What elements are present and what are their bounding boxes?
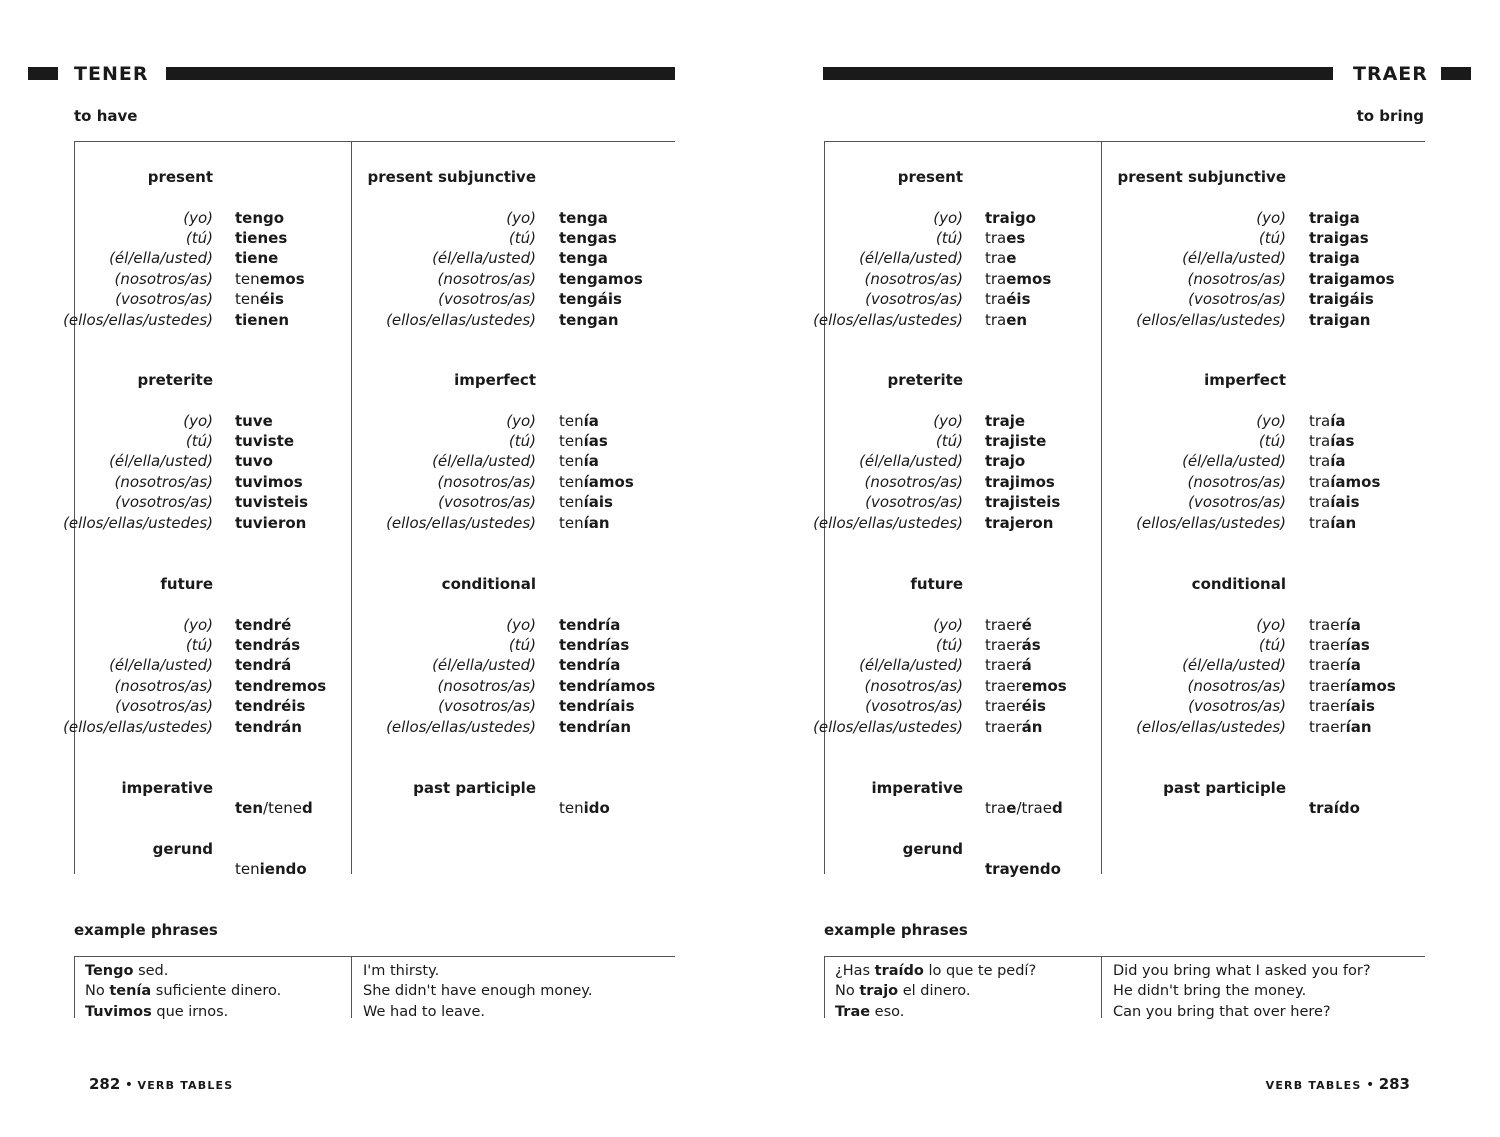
verb-form: traído [1309, 799, 1360, 817]
pronoun-label: (vosotros/as) [438, 697, 536, 716]
verb-form: tuvo [235, 452, 273, 471]
pronoun-label: (nosotros/as) [1187, 676, 1286, 695]
verb-form: traiga [1309, 249, 1360, 268]
pronoun-label: (yo) [933, 411, 963, 430]
pronoun-label: (nosotros/as) [864, 676, 963, 695]
examples-top-rule [74, 956, 675, 957]
verb-form: tengo [235, 208, 285, 227]
examples-top-rule [824, 956, 1425, 957]
example-english: I'm thirsty. [363, 963, 440, 979]
pronoun-label: (vosotros/as) [438, 493, 536, 512]
page-footer [89, 1074, 233, 1096]
verb-form: traéis [985, 290, 1031, 309]
header-bar-left-stub [28, 67, 58, 80]
verb-form: traigas [1309, 228, 1369, 247]
verb-form: traje [985, 411, 1026, 430]
verb-form: traigo [985, 208, 1036, 227]
example-phrases-title: example phrases [74, 921, 218, 939]
verb-form: tengamos [559, 269, 643, 288]
footer-separator: • [1361, 1077, 1379, 1093]
pronoun-label: (ellos/ellas/ustedes) [63, 310, 213, 329]
tense-title: conditional [441, 575, 536, 593]
verb-form: trajimos [985, 472, 1055, 491]
pronoun-label: (él/ella/usted) [432, 452, 536, 471]
page-number: 282 [89, 1075, 121, 1093]
verb-form: traemos [985, 269, 1052, 288]
example-english: Did you bring what I asked you for? [1113, 963, 1371, 979]
pronoun-label: (nosotros/as) [1187, 472, 1286, 491]
verb-form: tendría [559, 615, 621, 634]
verb-form: traigamos [1309, 269, 1395, 288]
verb-form: tuviste [235, 431, 295, 450]
pronoun-label: (ellos/ellas/ustedes) [1136, 717, 1286, 736]
verb-form: trayendo [985, 860, 1061, 878]
verb-form: traían [1309, 513, 1357, 532]
verb-form: tienen [235, 310, 290, 329]
pronoun-label: (ellos/ellas/ustedes) [1136, 310, 1286, 329]
verb-form: traíais [1309, 493, 1360, 512]
pronoun-label: (tú) [508, 635, 536, 654]
pronoun-label: (yo) [933, 615, 963, 634]
verb-form: tenido [559, 799, 610, 817]
pronoun-label: (yo) [506, 411, 536, 430]
verb-form: traerán [985, 717, 1043, 736]
pronoun-label: (vosotros/as) [115, 697, 213, 716]
footer-label: VERB TABLES [137, 1079, 234, 1092]
examples-column-rule [1101, 956, 1102, 1018]
pronoun-label: (yo) [1256, 208, 1286, 227]
pronoun-label: (vosotros/as) [865, 697, 963, 716]
pronoun-label: (ellos/ellas/ustedes) [386, 513, 536, 532]
verb-form: teniendo [235, 860, 307, 878]
pronoun-label: (yo) [1256, 615, 1286, 634]
verb-form: trajiste [985, 431, 1047, 450]
verb-form: tendríais [559, 697, 635, 716]
verb-form: traigáis [1309, 290, 1374, 309]
pronoun-label: (tú) [1258, 431, 1286, 450]
verb-form: traeremos [985, 676, 1067, 695]
pronoun-label: (vosotros/as) [1188, 290, 1286, 309]
examples-left-rule [74, 956, 75, 1018]
verb-form: traías [1309, 431, 1355, 450]
examples-column-rule [351, 956, 352, 1018]
pronoun-label: (nosotros/as) [114, 472, 213, 491]
verb-form: traerían [1309, 717, 1372, 736]
verb-form: tendría [559, 656, 621, 675]
pronoun-label: (él/ella/usted) [432, 656, 536, 675]
pronoun-label: (ellos/ellas/ustedes) [813, 310, 963, 329]
pronoun-label: (ellos/ellas/ustedes) [386, 717, 536, 736]
verb-form: traía [1309, 411, 1346, 430]
pronoun-label: (yo) [183, 208, 213, 227]
tense-title: conditional [1191, 575, 1286, 593]
footer-label: VERB TABLES [1265, 1079, 1362, 1092]
verb-form: trae [985, 249, 1017, 268]
pronoun-label: (ellos/ellas/ustedes) [813, 717, 963, 736]
tense-title: imperfect [454, 371, 536, 389]
page-footer [1266, 1074, 1410, 1096]
tense-title: present subjunctive [367, 168, 536, 186]
verb-form: tendrá [235, 656, 292, 675]
tense-title: preterite [887, 371, 963, 389]
tense-title: imperfect [1204, 371, 1286, 389]
pronoun-label: (tú) [1258, 635, 1286, 654]
pronoun-label: (yo) [183, 615, 213, 634]
verb-form: traeríamos [1309, 676, 1396, 695]
verb-form: traigan [1309, 310, 1371, 329]
pronoun-label: (él/ella/usted) [1182, 452, 1286, 471]
verb-title: TENER [74, 63, 149, 85]
verb-title: TRAER [1353, 63, 1428, 85]
tense-title: gerund [902, 840, 963, 858]
pronoun-label: (él/ella/usted) [109, 452, 213, 471]
pronoun-label: (nosotros/as) [437, 269, 536, 288]
verb-form: tendrían [559, 717, 632, 736]
example-spanish: Tuvimos que irnos. [85, 1003, 229, 1020]
verb-form: tenga [559, 208, 608, 227]
pronoun-label: (tú) [508, 228, 536, 247]
verb-form: traen [985, 310, 1028, 329]
verb-form: traería [1309, 615, 1361, 634]
pronoun-label: (él/ella/usted) [1182, 656, 1286, 675]
pronoun-label: (ellos/ellas/ustedes) [813, 513, 963, 532]
example-spanish: No trajo el dinero. [835, 983, 971, 1000]
pronoun-label: (él/ella/usted) [1182, 249, 1286, 268]
verb-form: tendremos [235, 676, 327, 695]
verb-form: tenía [559, 452, 599, 471]
pronoun-label: (tú) [1258, 228, 1286, 247]
tense-title: future [910, 575, 963, 593]
tense-title: future [160, 575, 213, 593]
verb-form: trae/traed [985, 799, 1063, 817]
pronoun-label: (yo) [1256, 411, 1286, 430]
pronoun-label: (nosotros/as) [114, 676, 213, 695]
pronoun-label: (nosotros/as) [864, 269, 963, 288]
verb-form: tenéis [235, 290, 284, 309]
pronoun-label: (tú) [185, 431, 213, 450]
verb-form: tuvimos [235, 472, 303, 491]
verb-form: tendrás [235, 635, 301, 654]
pronoun-label: (tú) [935, 635, 963, 654]
verb-form: tenía [559, 411, 599, 430]
tense-title: present subjunctive [1117, 168, 1286, 186]
table-top-rule [74, 141, 675, 142]
verb-meaning: to have [74, 107, 138, 125]
verb-form: tendré [235, 615, 292, 634]
example-english: We had to leave. [363, 1003, 486, 1020]
footer-separator: • [120, 1077, 138, 1093]
verb-form: tiene [235, 249, 279, 268]
verb-form: traíamos [1309, 472, 1381, 491]
verb-form: tenías [559, 431, 608, 450]
verb-form: tengáis [559, 290, 622, 309]
pronoun-label: (él/ella/usted) [432, 249, 536, 268]
pronoun-label: (él/ella/usted) [859, 249, 963, 268]
pronoun-label: (ellos/ellas/ustedes) [1136, 513, 1286, 532]
verb-form: traiga [1309, 208, 1360, 227]
verb-meaning: to bring [1356, 107, 1424, 125]
pronoun-label: (nosotros/as) [864, 472, 963, 491]
tense-title: gerund [152, 840, 213, 858]
example-english: Can you bring that over here? [1113, 1003, 1331, 1020]
table-top-rule [824, 141, 1425, 142]
pronoun-label: (yo) [506, 208, 536, 227]
tense-title: imperative [121, 779, 213, 797]
pronoun-label: (ellos/ellas/ustedes) [63, 513, 213, 532]
tense-title: present [897, 168, 963, 186]
pronoun-label: (él/ella/usted) [859, 656, 963, 675]
tense-title: past participle [413, 779, 536, 797]
verb-form: tenga [559, 249, 608, 268]
verb-form: tengas [559, 228, 617, 247]
verb-form: tendrías [559, 635, 630, 654]
pronoun-label: (tú) [185, 635, 213, 654]
pronoun-label: (él/ella/usted) [109, 249, 213, 268]
tense-title: preterite [137, 371, 213, 389]
example-spanish: Trae eso. [835, 1003, 905, 1020]
pronoun-label: (vosotros/as) [115, 493, 213, 512]
pronoun-label: (nosotros/as) [437, 676, 536, 695]
tense-title: present [147, 168, 213, 186]
verb-form: teníamos [559, 472, 634, 491]
header-bar-right-stub [1441, 67, 1471, 80]
pronoun-label: (ellos/ellas/ustedes) [386, 310, 536, 329]
verb-form: traes [985, 228, 1026, 247]
verb-form: teníais [559, 493, 613, 512]
example-spanish: ¿Has traído lo que te pedí? [835, 963, 1037, 979]
verb-form: traerás [985, 635, 1041, 654]
verb-form: tenían [559, 513, 610, 532]
verb-form: tendrán [235, 717, 302, 736]
verb-form: traeréis [985, 697, 1046, 716]
tense-title: imperative [871, 779, 963, 797]
pronoun-label: (vosotros/as) [115, 290, 213, 309]
verb-form: tienes [235, 228, 288, 247]
pronoun-label: (vosotros/as) [438, 290, 536, 309]
example-phrases-title: example phrases [824, 921, 968, 939]
pronoun-label: (tú) [935, 431, 963, 450]
tense-title: past participle [1163, 779, 1286, 797]
verb-form: ten/tened [235, 799, 313, 817]
pronoun-label: (tú) [508, 431, 536, 450]
verb-form: traía [1309, 452, 1346, 471]
example-english: She didn't have enough money. [363, 983, 593, 1000]
verb-form: traerá [985, 656, 1032, 675]
example-spanish: Tengo sed. [85, 963, 169, 979]
verb-form: tendréis [235, 697, 306, 716]
pronoun-label: (vosotros/as) [1188, 697, 1286, 716]
pronoun-label: (tú) [935, 228, 963, 247]
verb-form: tendríamos [559, 676, 656, 695]
verb-form: traería [1309, 656, 1361, 675]
verb-form: tengan [559, 310, 619, 329]
pronoun-label: (él/ella/usted) [109, 656, 213, 675]
verb-form: traerías [1309, 635, 1370, 654]
page-number: 283 [1378, 1075, 1410, 1093]
verb-form: trajisteis [985, 493, 1061, 512]
verb-form: trajeron [985, 513, 1054, 532]
example-spanish: No tenía suficiente dinero. [85, 983, 282, 1000]
pronoun-label: (yo) [183, 411, 213, 430]
pronoun-label: (vosotros/as) [865, 290, 963, 309]
verb-form: tuve [235, 411, 273, 430]
verb-form: traeríais [1309, 697, 1375, 716]
example-english: He didn't bring the money. [1113, 983, 1307, 1000]
pronoun-label: (nosotros/as) [1187, 269, 1286, 288]
verb-form: trajo [985, 452, 1026, 471]
header-bar [166, 67, 675, 80]
pronoun-label: (yo) [506, 615, 536, 634]
pronoun-label: (tú) [185, 228, 213, 247]
pronoun-label: (nosotros/as) [437, 472, 536, 491]
pronoun-label: (nosotros/as) [114, 269, 213, 288]
examples-left-rule [824, 956, 825, 1018]
pronoun-label: (vosotros/as) [1188, 493, 1286, 512]
verb-form: tuvisteis [235, 493, 309, 512]
verb-form: traeré [985, 615, 1032, 634]
header-bar [823, 67, 1333, 80]
pronoun-label: (él/ella/usted) [859, 452, 963, 471]
pronoun-label: (vosotros/as) [865, 493, 963, 512]
pronoun-label: (ellos/ellas/ustedes) [63, 717, 213, 736]
verb-form: tuvieron [235, 513, 307, 532]
pronoun-label: (yo) [933, 208, 963, 227]
verb-form: tenemos [235, 269, 305, 288]
